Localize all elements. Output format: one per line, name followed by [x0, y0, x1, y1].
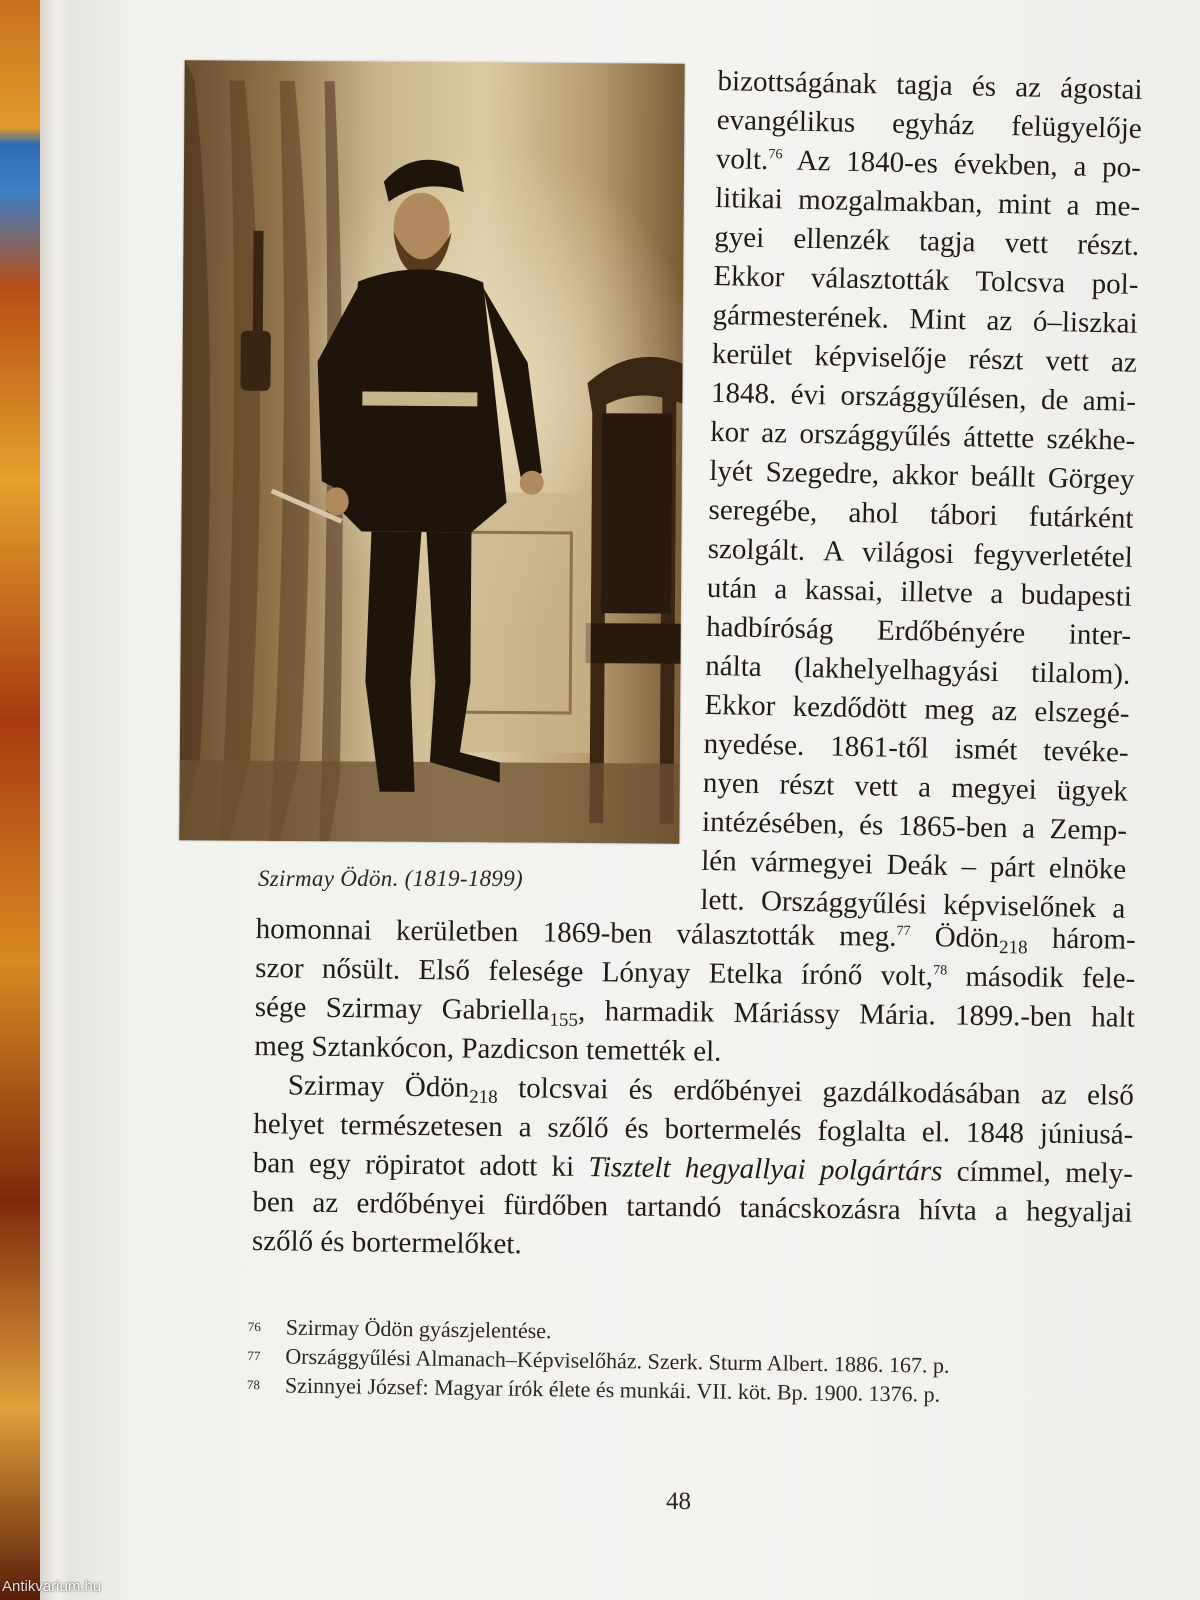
footnote-number: 76	[247, 1318, 261, 1335]
text-line: kerület képviselője részt vett az	[711, 337, 1138, 379]
text-line: lett. Országgyűlési képviselőnek a	[700, 883, 1126, 925]
text-line: nyedése. 1861-től ismét tevéke-	[703, 727, 1129, 769]
footnote-ref: 76	[768, 147, 783, 163]
text-line: gármesterének. Mint az ó–liszkai	[712, 298, 1138, 340]
text-line: nyen részt vett a megyei ügyek	[702, 766, 1129, 808]
text-line: helyet természetesen a szőlő és bortermelés foglalta el. 1848 júniusá-	[253, 1107, 1134, 1151]
text-line: Ekkor választották Tolcsva pol-	[713, 259, 1139, 301]
text-line: szor nősült. Első felesége Lónyay Etelka írónő volt,$^{78}$ második fele-	[255, 951, 1136, 995]
text-line: meg Sztankócon, Pazdicson temették el.	[254, 1029, 722, 1068]
footnote-number: 77	[247, 1347, 261, 1364]
text-line: szolgált. A világosi fegyverletétel	[707, 532, 1134, 574]
text-line: evangélikus egyház felügyelője	[716, 103, 1143, 145]
text-line: szőlő és bortermelőket.	[251, 1224, 522, 1261]
text-line: intézésében, és 1865-ben a Zemp-	[701, 805, 1128, 847]
text-line: 1848. évi országgyűlésen, de ami-	[710, 376, 1137, 418]
text-line: bizottságának tagja és az ágostai	[717, 64, 1143, 106]
footnote-text: Országgyűlési Almanach–Képviselőház. Szerk. Sturm Albert. 1886. 167. p.	[285, 1343, 950, 1378]
text-line: nálta (lakhelyelhagyási tilalom).	[705, 649, 1131, 691]
footnote-ref: 77	[896, 923, 911, 939]
right-column-text	[700, 62, 1143, 929]
text-line: után a kassai, illetve a budapesti	[706, 571, 1133, 613]
footnote-text: Szirmay Ödön gyászjelentése.	[285, 1314, 552, 1344]
text-line: kor az országgyűlés áttette székhe-	[709, 415, 1136, 457]
full-width-text	[252, 910, 1136, 1272]
page-number: 48	[666, 1488, 691, 1515]
text-line: lén vármegyei Deák – párt elnöke	[700, 844, 1127, 886]
footnote-text: Szinnyei József: Magyar írók élete és munkái. VII. köt. Bp. 1900. 1376. p.	[284, 1372, 941, 1407]
text-line: gyei ellenzék tagja vett részt.	[714, 220, 1140, 262]
text-line: ban egy röpiratot adott ki Tisztelt hegyallyai polgártárs címmel, mely-	[252, 1146, 1134, 1190]
text-line: lyét Szegedre, akkor beállt Görgey	[709, 454, 1135, 496]
photo-caption: Szirmay Ödön. (1819-1899)	[258, 866, 523, 891]
text-line: litikai mozgalmakban, mint a me-	[714, 181, 1141, 223]
footnote-ref: 78	[933, 963, 948, 979]
text-line: Szirmay Ödön$_{218}$ tolcsvai és erdőbényei gazdálkodásában az első	[287, 1069, 1135, 1112]
text-line: homonnai kerületben 1869-ben választották meg.$^{77}$ Ödön$_{218}$ három-	[255, 912, 1136, 959]
text-line: volt.$^{76}$ Az 1840-es években, a po-	[715, 142, 1142, 184]
portrait-photo	[179, 60, 684, 843]
text-line: hadbíróság Erdőbényére inter-	[705, 610, 1132, 652]
text-line: ben az erdőbényei fürdőben tartandó tanácskozásra hívta a hegyaljai	[252, 1185, 1133, 1229]
italic-title: Tisztelt hegyallyai polgártárs	[588, 1151, 943, 1188]
footnote-number: 78	[246, 1376, 261, 1393]
portrait-photo-icon	[179, 60, 684, 843]
footnotes	[247, 1312, 1128, 1411]
text-line: Ekkor kezdődött meg az elszegé-	[704, 688, 1130, 730]
watermark: Antikvarium.hu	[2, 1578, 102, 1595]
text-line: sége Szirmay Gabriella$_{155}$, harmadik Máriássy Mária. 1899.-ben halt	[254, 990, 1135, 1034]
text-line: seregébe, ahol tábori futárként	[708, 493, 1134, 535]
